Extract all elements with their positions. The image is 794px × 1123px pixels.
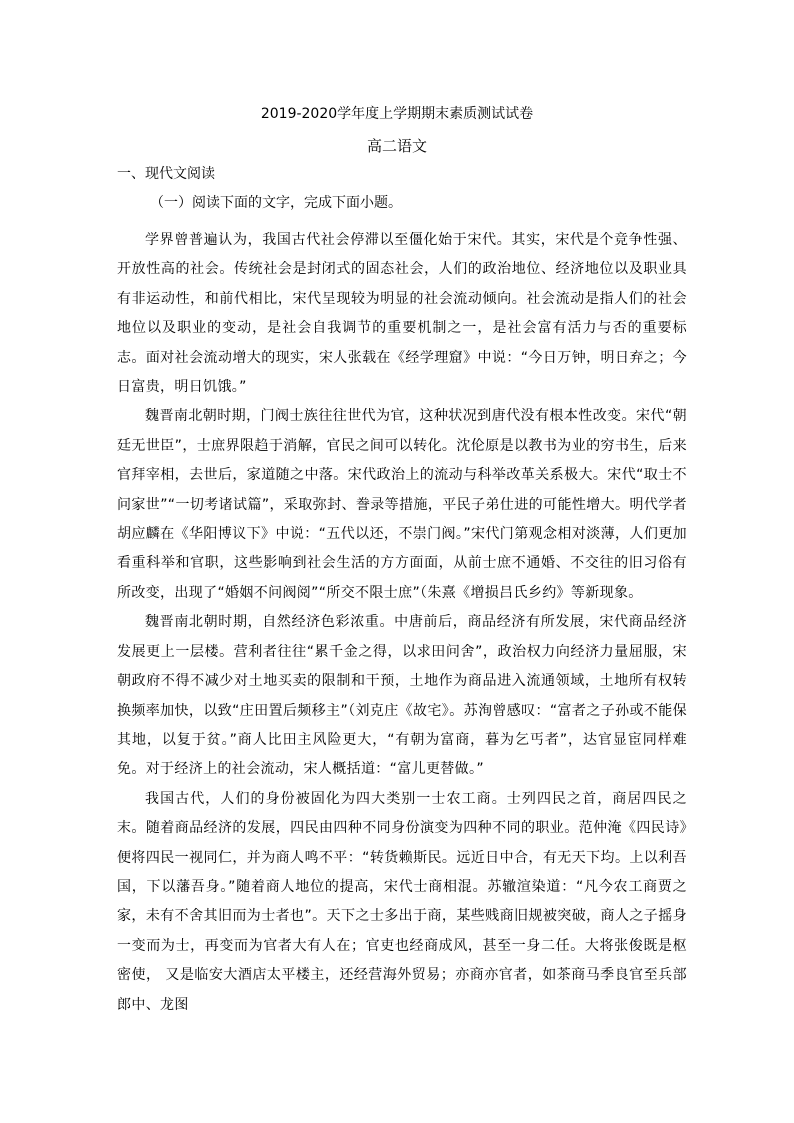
subject-title: 高二语文 xyxy=(366,137,427,155)
passage-paragraph-4: 我国古代，人们的身份被固化为四大类别一士农工商。士列四民之首，商居四民之末。随着商品经济的发展，四民由四种不同身份演变为四种不同的职业。范仲淹《四民诗》便将四民一视同仁，并为商人鸣不平：“转货赖斯民。远近日中合，有无天下均。上以利吾国，下以藩吾身。”随着商人地位的提高，宋代士商相混。苏辙渲染道：“凡今农工商贾之家，未有不舍其旧而为士者也”。天下之士多出于商，某些贱商旧规被突破，商人之子摇身一变而为士，再变而为官者大有人在；官吏也经商成风，甚至一身二任。大将张俊既是枢密使， 又是临安大酒店太平楼主，还经营海外贸易；亦商亦官者，如茶商马季良官至兵部郎中、龙图 xyxy=(117,790,687,1013)
exam-title: 2019-2020学年度上学期期末素质测试试卷 xyxy=(260,106,534,122)
passage-paragraph-1: 学界曾普遍认为，我国古代社会停滞以至僵化始于宋代。其实，宋代是个竞争性强、开放性高的社会。传统社会是封闭式的固态社会，人们的政治地位、经济地位以及职业具有非运动性，和前代相比，宋代呈现较为明显的社会流动倾向。社会流动是指人们的社会地位以及职业的变动，是社会自我调节的重要机制之一，是社会富有活力与否的重要标志。面对社会流动增大的现实，宋人张载在《经学理窟》中说：“今日万钟，明日弃之；今日富贵，明日饥饿。” xyxy=(117,232,687,396)
passage-body xyxy=(117,226,687,1020)
subsection-heading: （一）阅读下面的文字，完成下面小题。 xyxy=(150,195,402,211)
section-heading: 一、现代文阅读 xyxy=(117,166,215,182)
passage-paragraph-3: 魏晋南北朝时期，自然经济色彩浓重。中唐前后，商品经济有所发展，宋代商品经济发展更上一层楼。营利者往往“累千金之得，以求田问舍”，政治权力向经济力量屈服，宋朝政府不得不减少对土地买卖的限制和干预，土地作为商品进入流通领域，土地所有权转换频率加快，以致“庄田置后频移主”（刘克庄《故宅》。苏洵曾感叹：“富者之子孙或不能保其地，以复于贫。”商人比田主风险更大，“有朝为富商，暮为乞丐者”，达官显宦同样难免。对于经济上的社会流动，宋人概括道：“富儿更替做。” xyxy=(117,614,687,778)
passage-paragraph-2: 魏晋南北朝时期，门阀士族往往世代为官，这种状况到唐代没有根本性改变。宋代“朝廷无世臣”，士庶界限趋于消解，官民之间可以转化。沈伦原是以教书为业的穷书生，后来官拜宰相，去世后，家道随之中落。宋代政治上的流动与科举改革关系极大。宋代“取士不问家世”“一切考诸试篇”，采取弥封、誊录等措施，平民子弟仕进的可能性增大。明代学者胡应麟在《华阳博议下》中说：“五代以还，不崇门阀。”宋代门第观念相对淡薄，人们更加看重科举和官职，这些影响到社会生活的方方面面，从前士庶不通婚、不交往的旧习俗有所改变，出现了“婚姻不问阀阅”“所交不限士庶”（朱熹《增损吕氏乡约》等新现象。 xyxy=(117,408,687,601)
